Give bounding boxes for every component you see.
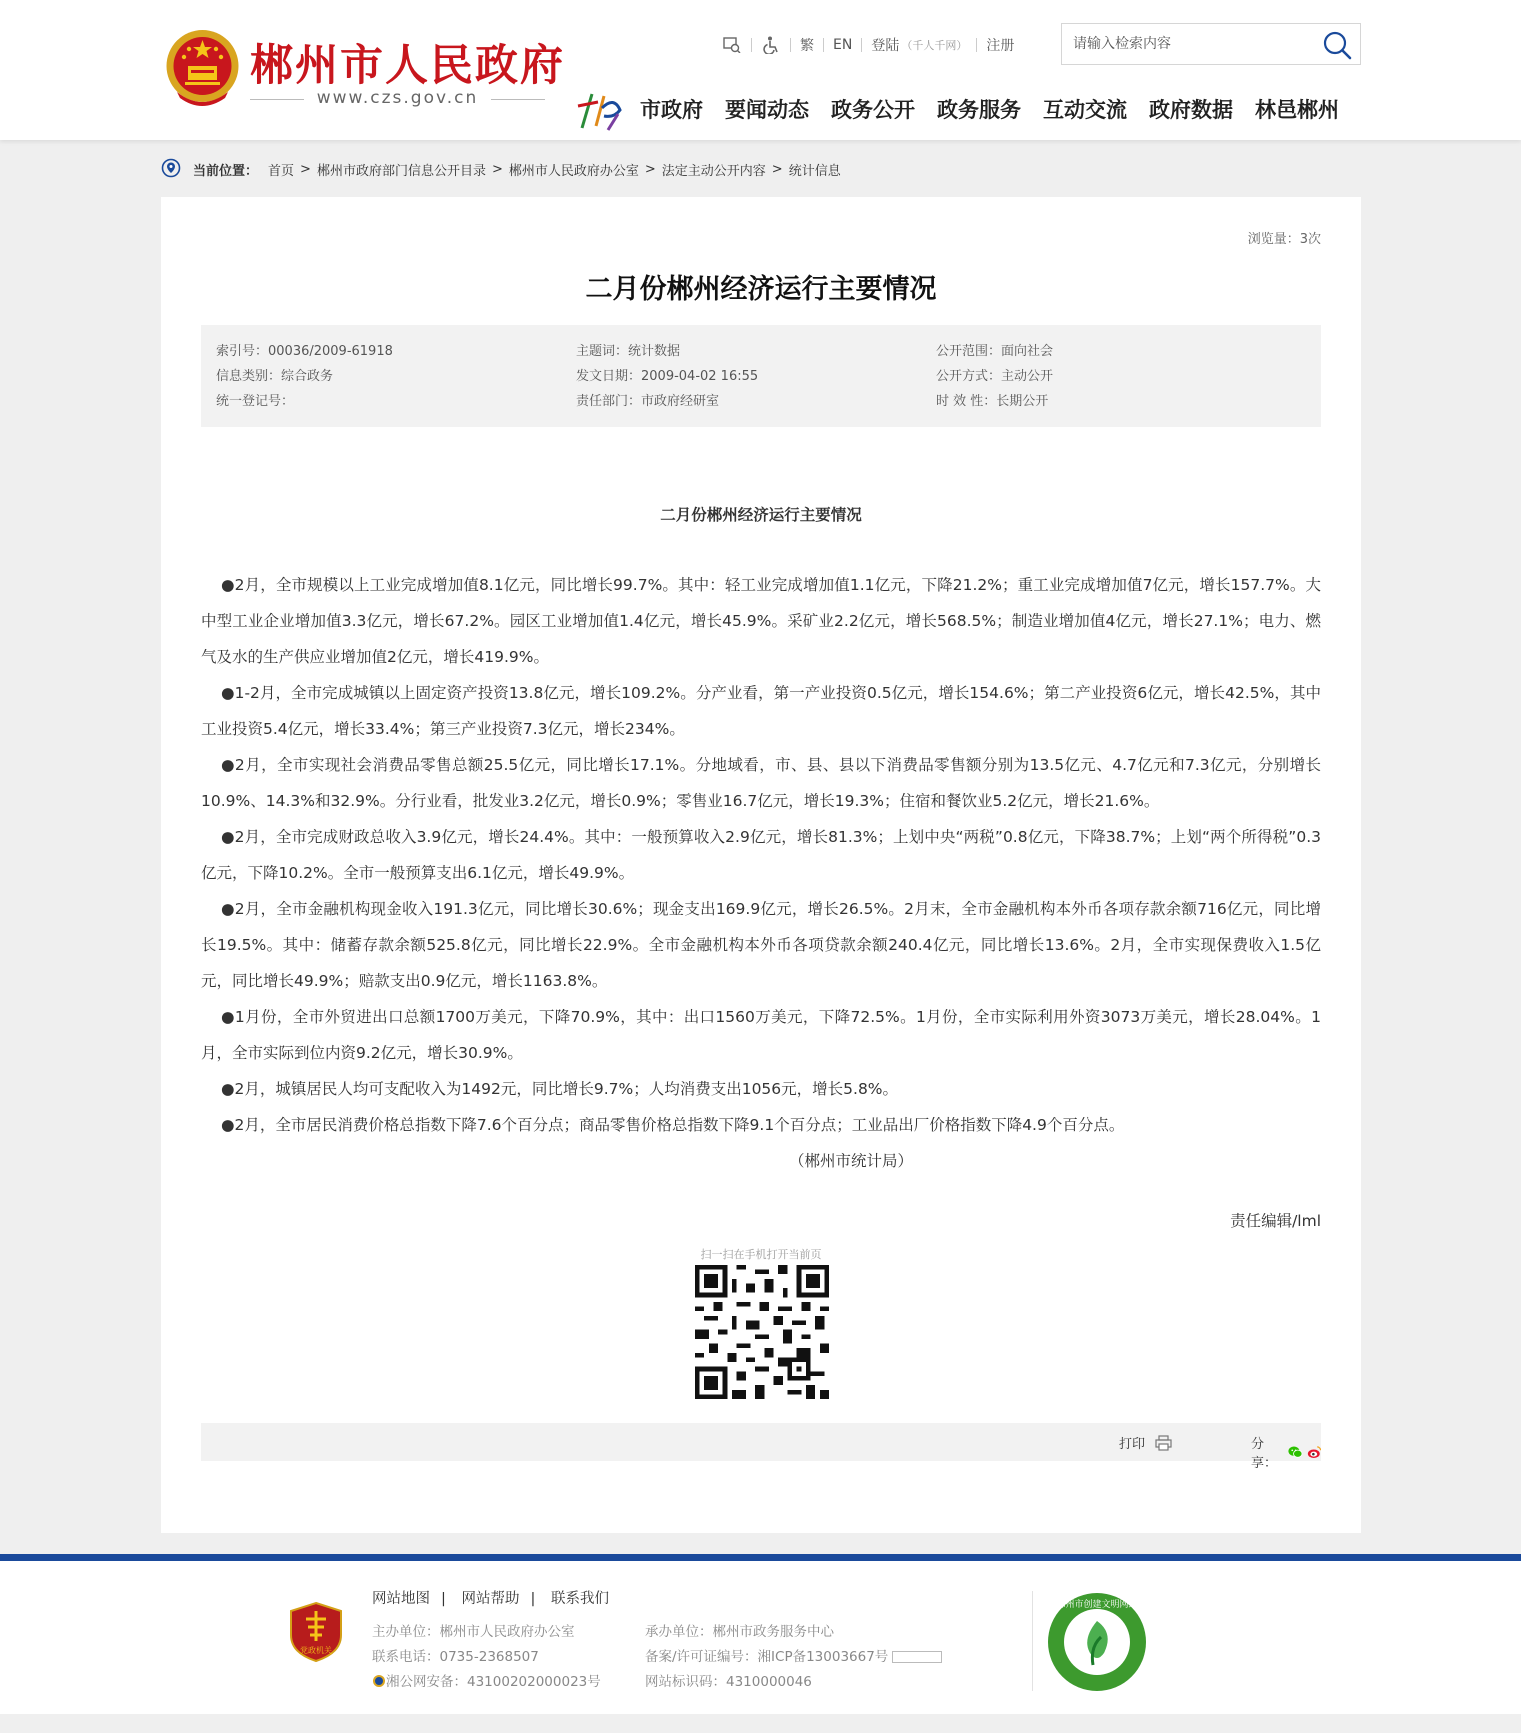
- article-paragraph: ●2月，全市金融机构现金收入191.3亿元，同比增长30.6%；现金支出169.9亿元，增长26.5%。2月末，全市金融机构本外币各项存款余额716亿元，同比增长19.5%。其中：储蓄存款余额525.8亿元，同比增长22.9%。全市金融机构本外币各项贷款余额240.4亿元，同比增长13.6%。2月，全市实现保费收入1.5亿元，同比增长49.9%；赔款支出0.9亿元，增长1163.8%。: [201, 900, 1321, 990]
- breadcrumb-statistics[interactable]: 统计信息: [788, 163, 841, 179]
- breadcrumb-statutory-content[interactable]: 法定主动公开内容: [661, 163, 766, 179]
- qr-code-icon: [695, 1265, 829, 1399]
- site-footer: [0, 1554, 1521, 1714]
- badge-text: 党政机关: [300, 1646, 332, 1655]
- login-note: （千人千网）: [901, 39, 968, 52]
- site-header: [0, 0, 1521, 140]
- site-title: 郴州市人民政府: [250, 41, 565, 91]
- bottom-strip: [0, 1714, 1521, 1733]
- footer-icp: 备案/许可证编号：湘ICP备13003667号: [645, 1649, 889, 1665]
- article-paragraph: ●2月，全市规模以上工业完成增加值8.1亿元，同比增长99.7%。其中：轻工业完成增加值1.1亿元，下降21.2%；重工业完成增加值7亿元，增长157.7%。大中型工业企业增加值3.3亿元，增长67.2%。园区工业增加值1.4亿元，增长45.9%。采矿业2.2亿元，增长568.5%；制造业增加值4亿元，增长27.1%；电力、燃气及水的生产供应业增加值2亿元，增长419.9%。: [201, 576, 1321, 666]
- english-link[interactable]: EN: [833, 37, 853, 53]
- search-box: [1061, 23, 1361, 65]
- article-paragraph: ●2月，全市完成财政总收入3.9亿元，增长24.4%。其中：一般预算收入2.9亿元，增长81.3%；上划中央“两税”0.8亿元，下降38.7%；上划“两个所得税”0.3亿元，下降10.2%。全市一般预算支出6.1亿元，增长49.9%。: [201, 828, 1321, 882]
- article-source: （郴州市统计局）: [788, 1152, 913, 1170]
- article-meta: [201, 325, 1321, 427]
- linyi-logo-icon: [574, 88, 626, 134]
- nav-item-gov-affairs-open[interactable]: 政务公开: [831, 98, 915, 122]
- article-paragraph: ●2月，全市居民消费价格总指数下降7.6个百分点；商品零售价格总指数下降9.1个百分点；工业品出厂价格指数下降4.9个百分点。: [221, 1116, 1125, 1134]
- article-title: 二月份郴州经济运行主要情况: [585, 274, 937, 305]
- weibo-icon[interactable]: [1307, 1444, 1321, 1460]
- nav-item-gov-data[interactable]: 政府数据: [1149, 98, 1233, 122]
- meta-publish-date: 发文日期：2009-04-02 16:55: [576, 369, 759, 384]
- nav-item-gov-services[interactable]: 政务服务: [937, 98, 1021, 122]
- traditional-chinese-link[interactable]: 繁: [800, 38, 814, 54]
- footer-info-left: [372, 1620, 601, 1695]
- wechat-icon[interactable]: [1288, 1444, 1302, 1460]
- accessibility-view-icon[interactable]: [722, 35, 742, 55]
- footer-icp-record[interactable]: [645, 1645, 942, 1670]
- site-url: www.czs.gov.cn: [250, 88, 545, 108]
- location-pin-icon: [161, 158, 181, 180]
- party-gov-agency-badge-icon[interactable]: [288, 1601, 344, 1663]
- main-nav: [640, 94, 1339, 124]
- footer-site-code: 网站标识码：4310000046: [645, 1674, 812, 1690]
- civ-badge-text: 郴州市创建文明网站: [1056, 1600, 1138, 1610]
- footer-operator: 承办单位：郴州市政务服务中心: [645, 1624, 834, 1640]
- article-container: [161, 197, 1361, 1533]
- breadcrumb-label: 当前位置：: [193, 163, 259, 179]
- meta-index-no: 索引号：00036/2009-61918: [216, 344, 393, 359]
- breadcrumb-home[interactable]: 首页: [268, 163, 295, 179]
- responsible-editor: 责任编辑/lml: [1230, 1212, 1321, 1230]
- footer-link-sitemap[interactable]: 网站地图: [372, 1591, 430, 1607]
- footer-info-right: [645, 1620, 942, 1695]
- share-bar: [201, 1423, 1321, 1471]
- breadcrumb-dept-catalog[interactable]: 郴州市政府部门信息公开目录: [316, 163, 486, 179]
- printer-icon: [1155, 1435, 1172, 1451]
- view-count: 浏览量：3次: [1247, 232, 1321, 247]
- icp-badge-icon: [892, 1651, 942, 1663]
- nav-item-news[interactable]: 要闻动态: [725, 98, 809, 122]
- footer-links: 网站地图 | 网站帮助 | 联系我们: [372, 1591, 609, 1607]
- footer-police-record[interactable]: [372, 1670, 601, 1695]
- header-toolbar: [722, 33, 1014, 57]
- article-paragraph: ●1-2月，全市完成城镇以上固定资产投资13.8亿元，增长109.2%。分产业看，第一产业投资0.5亿元，增长154.6%；第二产业投资6亿元，增长42.5%，其中工业投资5.4亿元，增长33.4%；第三产业投资7.3亿元，增长234%。: [201, 684, 1321, 738]
- meta-validity: 时 效 性：长期公开: [936, 394, 1049, 409]
- share-group: [1251, 1433, 1321, 1471]
- breadcrumb-gov-office[interactable]: 郴州市人民政府办公室: [508, 163, 639, 179]
- meta-scope: 公开范围：面向社会: [936, 344, 1054, 359]
- footer-police: 湘公网安备：43100202000023号: [386, 1674, 601, 1690]
- share-label: 分享：: [1251, 1437, 1278, 1471]
- nav-item-linyi-chenzhou[interactable]: 林邑郴州: [1255, 98, 1339, 122]
- article-paragraph: ●1月份，全市外贸进出口总额1700万美元，下降70.9%，其中：出口1560万美元，下降72.5%。1月份，全市实际利用外资3073万美元，增长28.04%。1月，全市实际到位内资9.2亿元，增长30.9%。: [201, 1008, 1321, 1062]
- footer-link-help[interactable]: 网站帮助: [461, 1591, 520, 1607]
- breadcrumb: [161, 158, 841, 180]
- footer-sponsor: 主办单位：郴州市人民政府办公室: [372, 1624, 575, 1640]
- meta-method: 公开方式：主动公开: [936, 369, 1054, 384]
- qr-caption: 扫一扫在手机打开当前页: [700, 1248, 822, 1261]
- article-body: [201, 497, 1321, 1179]
- breadcrumb-separator: >: [300, 161, 311, 177]
- nav-item-interaction[interactable]: 互动交流: [1043, 98, 1127, 122]
- register-link[interactable]: 注册: [986, 38, 1015, 54]
- nav-item-city-government[interactable]: 市政府: [640, 98, 703, 122]
- search-input[interactable]: [1062, 24, 1312, 64]
- meta-department: 责任部门：市政府经研室: [576, 394, 720, 409]
- print-button[interactable]: [1119, 1433, 1172, 1452]
- meta-info-category: 信息类别：综合政务: [216, 369, 334, 384]
- footer-link-contact[interactable]: 联系我们: [551, 1591, 609, 1607]
- article-paragraph: ●2月，全市实现社会消费品零售总额25.5亿元，同比增长17.1%。分地域看，市、县、县以下消费品零售额分别为13.5亿元、4.7亿元和7.3亿元，分别增长10.9%、14.3%和32.9%。分行业看，批发业3.2亿元，增长0.9%；零售业16.7亿元，增长19.3%；住宿和餐饮业5.2亿元，增长21.6%。: [201, 756, 1321, 810]
- search-icon[interactable]: [1322, 30, 1352, 60]
- print-label: 打印: [1119, 1437, 1146, 1452]
- police-badge-icon: [372, 1674, 386, 1688]
- national-emblem-icon: [165, 26, 240, 110]
- meta-unified-reg: 统一登记号：: [216, 394, 295, 409]
- civilized-website-badge-icon[interactable]: [1046, 1591, 1148, 1693]
- article-paragraph: ●2月，城镇居民人均可支配收入为1492元，同比增长9.7%；人均消费支出1056元，增长5.8%。: [221, 1080, 899, 1098]
- footer-phone: 联系电话：0735-2368507: [372, 1649, 539, 1665]
- breadcrumb-separator: >: [491, 161, 503, 177]
- footer-divider: [1032, 1591, 1033, 1691]
- meta-subject: 主题词：统计数据: [576, 344, 681, 359]
- article-body-title: 二月份郴州经济运行主要情况: [660, 506, 862, 524]
- wheelchair-icon[interactable]: [761, 35, 781, 55]
- breadcrumb-separator: >: [771, 161, 783, 177]
- breadcrumb-separator: >: [644, 161, 656, 177]
- login-link[interactable]: 登陆: [871, 38, 900, 54]
